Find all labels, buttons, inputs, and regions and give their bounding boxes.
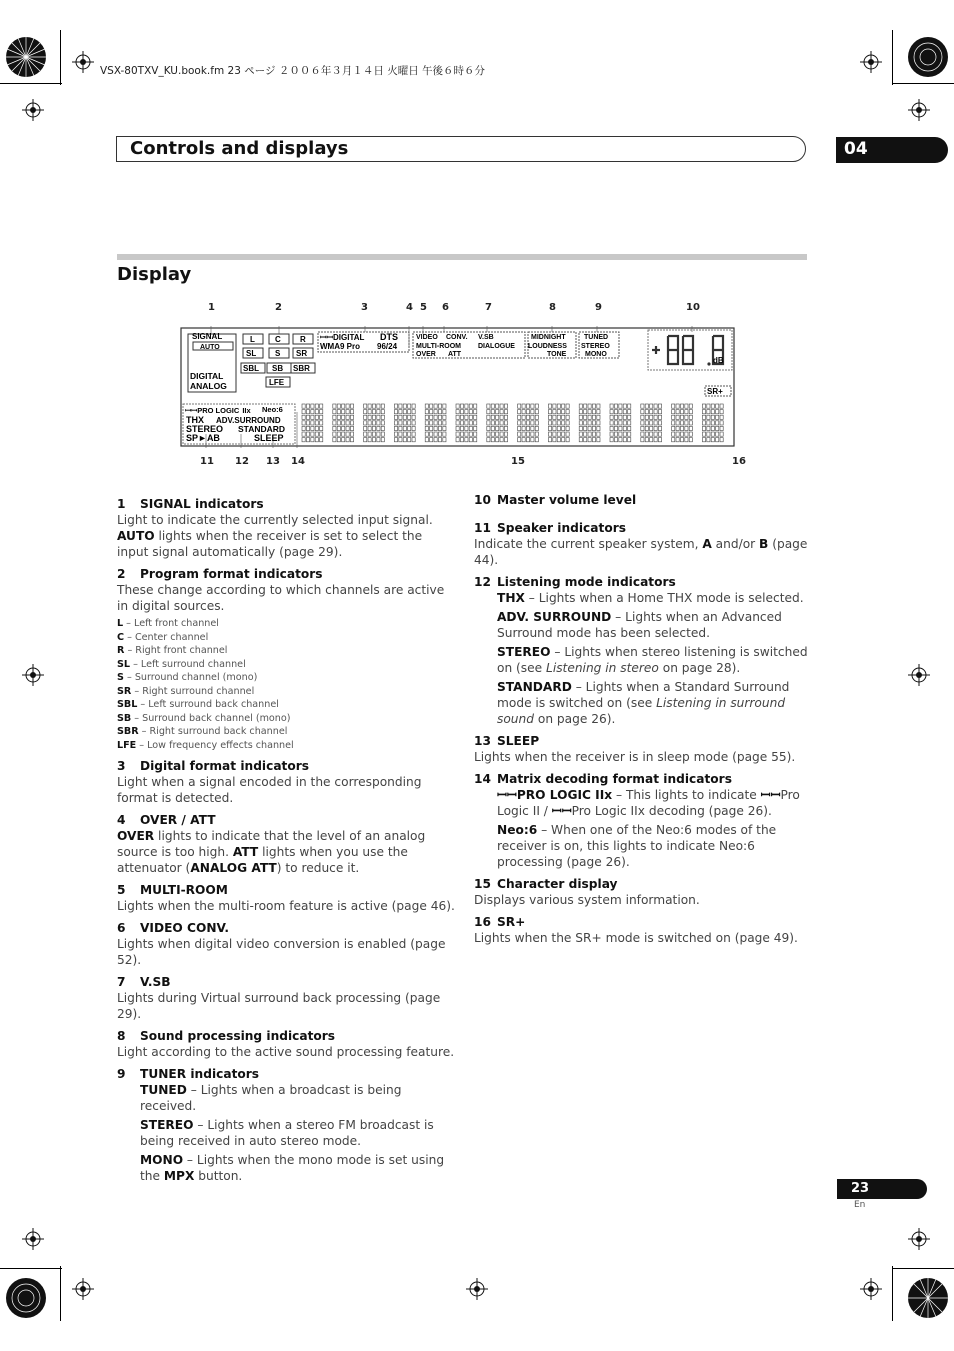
ind-stereo: STEREO: [581, 343, 610, 350]
item-heading: 8 Sound processing indicators: [117, 1029, 336, 1043]
ind-mono: MONO: [585, 351, 607, 358]
channel-legend-item: SBL – Left surround back channel: [117, 699, 279, 710]
ind-sleep: SLEEP: [254, 433, 284, 443]
item-text: Light when a signal encoded in the corresponding format is detected.: [117, 775, 422, 805]
right-column: [474, 486, 814, 949]
fmt-dts: DTS: [380, 332, 398, 342]
chapter-number: 04: [844, 139, 868, 159]
channel-legend-item: SL – Left surround channel: [117, 658, 246, 670]
callout-4: 4: [406, 302, 413, 313]
corner-rosette-icon: [906, 35, 950, 79]
corner-rosette-icon: [4, 35, 48, 79]
ind-standard: STANDARD: [238, 424, 286, 434]
ch-lfe: LFE: [269, 378, 285, 387]
item-text: STEREO – Lights when stereo listening is switched on (see Listening in stereo on page 28).: [497, 645, 808, 675]
item-text: OVER lights to indicate that the level of an analog source is too high. ATT lights when you use the attenuator (ANALOG ATT) to reduce it.: [117, 829, 426, 875]
corner-rosette-icon: [906, 1276, 950, 1320]
channel-legend-item: SR – Right surround channel: [117, 685, 255, 697]
callout-10: 10: [686, 302, 700, 313]
callout-16: 16: [732, 456, 746, 467]
section-title: Display: [117, 264, 192, 285]
registration-mark-icon: [860, 51, 882, 73]
ind-neo: Neo:6: [262, 405, 283, 414]
item-heading: 10 Master volume level: [474, 493, 637, 507]
item-heading: 14 Matrix decoding format indicators: [474, 772, 732, 786]
channel-legend: [117, 617, 457, 752]
channel-legend-item: L – Left front channel: [117, 618, 219, 629]
callout-12: 12: [235, 456, 249, 467]
registration-mark-icon: [908, 99, 930, 121]
registration-mark-icon: [860, 1278, 882, 1300]
digital-label: DIGITAL: [190, 371, 224, 381]
item-heading: 16 SR+: [474, 915, 526, 929]
callout-11: 11: [200, 456, 214, 467]
callout-15: 15: [511, 456, 525, 467]
file-header: VSX-80TXV_KU.book.fm 23 ページ ２００６年３月１４日 火曜日 午後６時６分: [100, 65, 486, 77]
item-text: STANDARD – Lights when a Standard Surround mode is switched on (see Listening in surround sound on page 26).: [497, 680, 790, 726]
ch-sl: SL: [246, 349, 257, 358]
ind-loudness: LOUDNESS: [528, 343, 567, 350]
callout-7: 7: [485, 302, 492, 313]
item-text: ADV. SURROUND – Lights when an Advanced Surround mode has been selected.: [497, 610, 782, 640]
analog-label: ANALOG: [190, 381, 227, 391]
ind-conv: CONV.: [446, 334, 468, 341]
page-number: 23: [851, 1181, 870, 1196]
item-text: MONO – Lights when the mono mode is set using the MPX button.: [140, 1153, 445, 1183]
ind-thx: THX: [186, 415, 204, 425]
item-text: Lights when the receiver is in sleep mode (page 55).: [474, 750, 796, 764]
fmt-9624: 96/24: [377, 342, 398, 351]
left-column: [117, 490, 457, 1187]
item-heading: 5 MULTI-ROOM: [117, 883, 228, 897]
item-text: Lights when digital video conversion is enabled (page 52).: [117, 937, 446, 967]
ind-vsb: V.SB: [478, 334, 494, 341]
registration-mark-icon: [22, 664, 44, 686]
ind-prologic: ꟷꟷPRO LOGIC IIx: [185, 406, 251, 415]
callout-13: 13: [266, 456, 280, 467]
ch-r: R: [300, 335, 306, 344]
item-text: Indicate the current speaker system, A and/or B (page 44).: [474, 537, 808, 567]
callout-5: 5: [420, 302, 427, 313]
callout-3: 3: [361, 302, 368, 313]
item-text: Displays various system information.: [474, 893, 700, 907]
registration-mark-icon: [22, 99, 44, 121]
registration-mark-icon: [72, 51, 94, 73]
item-text: Lights when the multi-room feature is active (page 46).: [117, 899, 455, 913]
ch-sb: SB: [272, 364, 284, 373]
corner-rosette-icon: [4, 1276, 48, 1320]
language-label: En: [854, 1200, 866, 1210]
ind-multiroom: MULTI-ROOM: [416, 343, 461, 350]
channel-legend-item: SB – Surround back channel (mono): [117, 712, 291, 724]
item-text: Light according to the active sound processing feature.: [117, 1045, 455, 1059]
ch-l: L: [250, 335, 255, 344]
page-number-badge: [837, 1179, 927, 1199]
item-text: THX – Lights when a Home THX mode is selected.: [497, 591, 804, 605]
item-text: Lights during Virtual surround back processing (page 29).: [117, 991, 441, 1021]
channel-legend-item: SBR – Right surround back channel: [117, 726, 288, 737]
item-text: TUNED – Lights when a broadcast is being received.: [140, 1083, 402, 1113]
fmt-digital: ꟷꟷDIGITAL: [320, 333, 365, 342]
ind-advsurround: ADV.SURROUND: [216, 416, 281, 425]
registration-mark-icon: [72, 1278, 94, 1300]
ind-mode-stereo: STEREO: [186, 424, 224, 434]
item-text: Light to indicate the currently selected input signal. AUTO lights when the receiver is set to select the input signal automatically (page 29).: [117, 513, 433, 559]
ind-srplus: SR+: [707, 387, 723, 396]
ind-tuned: TUNED: [584, 334, 609, 341]
channel-legend-item: S – Surround channel (mono): [117, 672, 258, 683]
ind-tone: TONE: [547, 351, 567, 358]
vol-unit: dB: [713, 356, 724, 365]
channel-legend-item: C – Center channel: [117, 631, 209, 643]
ind-over: OVER: [416, 351, 436, 358]
auto-label: AUTO: [200, 344, 220, 351]
item-heading: 13 SLEEP: [474, 734, 540, 748]
registration-mark-icon: [22, 1228, 44, 1250]
registration-mark-icon: [908, 1228, 930, 1250]
section-rule: [117, 254, 807, 260]
item-text: ꟷꟷPRO LOGIC IIx – This lights to indicate ꟷꟷPro Logic II / ꟷꟷPro Logic IIx decoding (page 26).: [497, 788, 800, 818]
ch-sbr: SBR: [293, 364, 310, 373]
ch-sr: SR: [296, 349, 308, 358]
ind-speaker: SP►AB: [186, 433, 220, 443]
callout-1: 1: [208, 302, 215, 313]
ind-midnight: MIDNIGHT: [531, 334, 566, 341]
registration-mark-icon: [908, 664, 930, 686]
ch-s: S: [275, 349, 281, 358]
item-heading: 9 TUNER indicators: [117, 1067, 260, 1081]
fl-display-panel: [180, 326, 736, 448]
item-text: Lights when the SR+ mode is switched on (page 49).: [474, 931, 798, 945]
item-heading: 3 Digital format indicators: [117, 759, 310, 773]
ch-sbl: SBL: [243, 364, 259, 373]
item-text: These change according to which channels are active in digital sources.: [117, 583, 445, 613]
registration-mark-icon: [466, 1278, 488, 1300]
item-heading: 1 SIGNAL indicators: [117, 497, 264, 511]
chapter-badge: [836, 137, 948, 163]
item-heading: 11 Speaker indicators: [474, 521, 626, 535]
ind-video: VIDEO: [416, 334, 438, 341]
ind-dialogue: DIALOGUE: [478, 343, 515, 350]
fmt-wma: WMA9 Pro: [320, 342, 360, 351]
callout-9: 9: [595, 302, 602, 313]
callout-6: 6: [442, 302, 449, 313]
item-heading: 7 V.SB: [117, 975, 171, 989]
ch-c: C: [275, 335, 281, 344]
item-text: Neo:6 – When one of the Neo:6 modes of the receiver is on, this lights to indicate Neo:6 processing (page 26).: [497, 823, 777, 869]
item-heading: 6 VIDEO CONV.: [117, 921, 230, 935]
item-heading: 15 Character display: [474, 877, 618, 891]
item-text: STEREO – Lights when a stereo FM broadcast is being received in auto stereo mode.: [140, 1118, 434, 1148]
item-heading: 2 Program format indicators: [117, 567, 323, 581]
item-heading: 12 Listening mode indicators: [474, 575, 676, 589]
item-heading: 4 OVER / ATT: [117, 813, 216, 827]
signal-label: SIGNAL: [192, 332, 223, 341]
page-title: Controls and displays: [130, 138, 349, 159]
ind-att: ATT: [448, 351, 462, 358]
callout-8: 8: [549, 302, 556, 313]
channel-legend-item: LFE – Low frequency effects channel: [117, 739, 294, 751]
channel-legend-item: R – Right front channel: [117, 645, 228, 656]
callout-2: 2: [275, 302, 282, 313]
callout-14: 14: [291, 456, 305, 467]
